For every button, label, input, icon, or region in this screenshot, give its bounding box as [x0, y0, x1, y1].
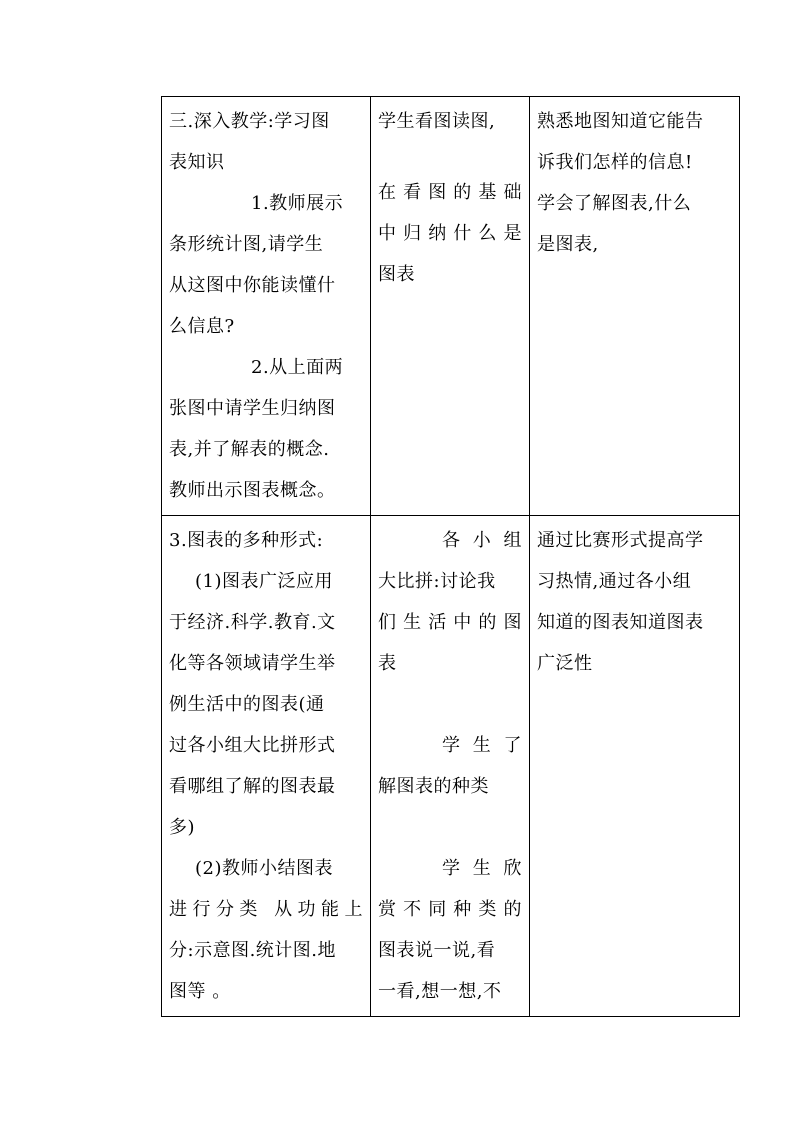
design-intent-cell: [530, 516, 740, 1017]
activity-b-line-2: 解图表的种类: [378, 776, 489, 797]
teaching-content-cell: [162, 97, 371, 516]
teaching-content-cell: [162, 516, 371, 1017]
step-2-line-3: 表,并了解表的概念.: [169, 439, 330, 460]
item-1-line-4: 例生活中的图表(通: [169, 694, 325, 715]
step-2-line-2: 张图中请学生归纳图: [169, 398, 336, 419]
activity-b-line-1: 学 生 了: [442, 735, 522, 756]
table-row: [162, 97, 740, 516]
student-activity-cell: [371, 516, 530, 1017]
design-intent-line-1: 通过比赛形式提高学: [537, 530, 704, 551]
step-1-line-3: 从这图中你能读懂什: [169, 275, 336, 296]
student-activity-line-3: 中归纳什么是: [378, 223, 522, 244]
design-intent-line-1: 熟悉地图知道它能告: [537, 111, 704, 132]
design-intent-line-4: 是图表,: [537, 234, 599, 255]
step-2-line-4: 教师出示图表概念。: [169, 480, 336, 501]
design-intent-line-2: 诉我们怎样的信息!: [537, 152, 693, 173]
activity-c-line-3: 图表说一说,看: [378, 940, 496, 961]
activity-a-line-1: 各 小 组: [442, 530, 522, 551]
design-intent-cell: [530, 97, 740, 516]
section-title: 3.图表的多种形式:: [169, 530, 324, 551]
activity-c-line-1: 学 生 欣: [442, 858, 522, 879]
item-1-line-3: 化等各领域请学生举: [169, 653, 336, 674]
student-activity-cell: [371, 97, 530, 516]
section-title-line-1: 三.深入教学:学习图: [169, 111, 330, 132]
step-2-line-1: 2.从上面两: [251, 357, 344, 378]
item-1-line-1: (1)图表广泛应用: [195, 571, 333, 592]
step-1-line-2: 条形统计图,请学生: [169, 234, 324, 255]
activity-c-line-4: 一看,想一想,不: [378, 981, 502, 1002]
design-intent-line-4: 广泛性: [537, 653, 593, 674]
item-2-line-3: 分:示意图.统计图.地: [169, 940, 337, 961]
design-intent-line-3: 知道的图表知道图表: [537, 612, 704, 633]
item-1-line-5: 过各小组大比拼形式: [169, 735, 336, 756]
item-2-line-4: 图等 。: [169, 981, 231, 1002]
step-1-line-1: 1.教师展示: [251, 193, 344, 214]
item-2-line-1: (2)教师小结图表: [195, 858, 333, 879]
item-1-line-2: 于经济.科学.教育.文: [169, 612, 336, 633]
lesson-plan-table: [161, 96, 740, 1017]
student-activity-line-4: 图表: [378, 264, 415, 285]
activity-c-line-2: 赏不同种类的: [378, 899, 522, 920]
activity-a-line-2: 大比拼:讨论我: [378, 571, 496, 592]
design-intent-line-3: 学会了解图表,什么: [537, 193, 692, 214]
table-row: [162, 516, 740, 1017]
activity-a-line-4: 表: [378, 653, 397, 674]
item-1-line-7: 多): [169, 817, 196, 838]
design-intent-line-2: 习热情,通过各小组: [537, 571, 692, 592]
item-2-line-2: 进行分类 从功能上: [169, 899, 363, 920]
activity-a-line-3: 们生活中的图: [378, 612, 522, 633]
student-activity-line-1: 学生看图读图,: [378, 111, 496, 132]
student-activity-line-2: 在看图的基础: [378, 182, 522, 203]
section-title-line-2: 表知识: [169, 152, 225, 173]
step-1-line-4: 么信息?: [169, 316, 235, 337]
item-1-line-6: 看哪组了解的图表最: [169, 776, 336, 797]
